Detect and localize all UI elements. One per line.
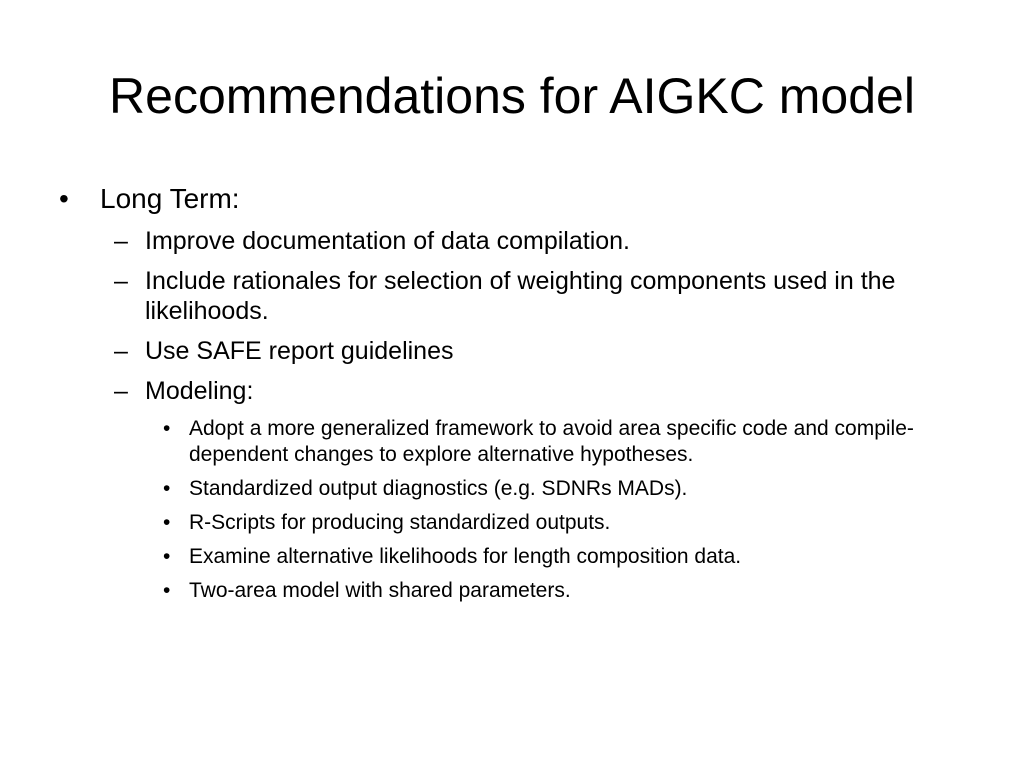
modeling-bullet-list <box>56 416 956 604</box>
dash-icon: – <box>114 267 128 295</box>
sub-bullet-text: Use SAFE report guidelines <box>145 337 454 365</box>
sub-bullet-list <box>56 226 956 604</box>
slide-body <box>56 182 956 612</box>
modeling-bullet-item <box>56 578 939 604</box>
modeling-bullet-text: Standardized output diagnostics (e.g. SDNRs MADs). <box>189 477 688 500</box>
bullet-icon: • <box>163 417 171 440</box>
modeling-bullet-text: Two-area model with shared parameters. <box>189 579 571 602</box>
modeling-bullet-text: Adopt a more generalized framework to avoid area specific code and compile-dependent changes to explore alternative hypotheses. <box>189 417 914 466</box>
sub-bullet-item <box>56 266 935 326</box>
sub-bullet-text: Modeling: <box>145 377 254 405</box>
sub-bullet-text: Improve documentation of data compilation. <box>145 227 630 255</box>
bullet-icon: • <box>163 579 171 602</box>
dash-icon: – <box>114 377 128 405</box>
slide-title: Recommendations for AIGKC model <box>109 68 915 124</box>
sub-bullet-item <box>56 336 935 366</box>
modeling-bullet-item <box>56 510 939 536</box>
modeling-bullet-text: R-Scripts for producing standardized outputs. <box>189 511 611 534</box>
sub-bullet-text: Include rationales for selection of weighting components used in the likelihoods. <box>145 267 896 325</box>
bullet-long-term <box>56 182 956 216</box>
bullet-icon: • <box>163 511 171 534</box>
modeling-bullet-item <box>56 416 939 468</box>
modeling-bullet-item <box>56 476 939 502</box>
modeling-bullet-item <box>56 544 939 570</box>
bullet-icon: • <box>163 545 171 568</box>
dash-icon: – <box>114 227 128 255</box>
dash-icon: – <box>114 337 128 365</box>
sub-bullet-item <box>56 226 935 256</box>
bullet-text: Long Term: <box>100 183 240 214</box>
sub-bullet-item-modeling <box>56 376 935 406</box>
modeling-bullet-text: Examine alternative likelihoods for length composition data. <box>189 545 742 568</box>
bullet-icon: • <box>59 183 69 214</box>
bullet-icon: • <box>163 477 171 500</box>
